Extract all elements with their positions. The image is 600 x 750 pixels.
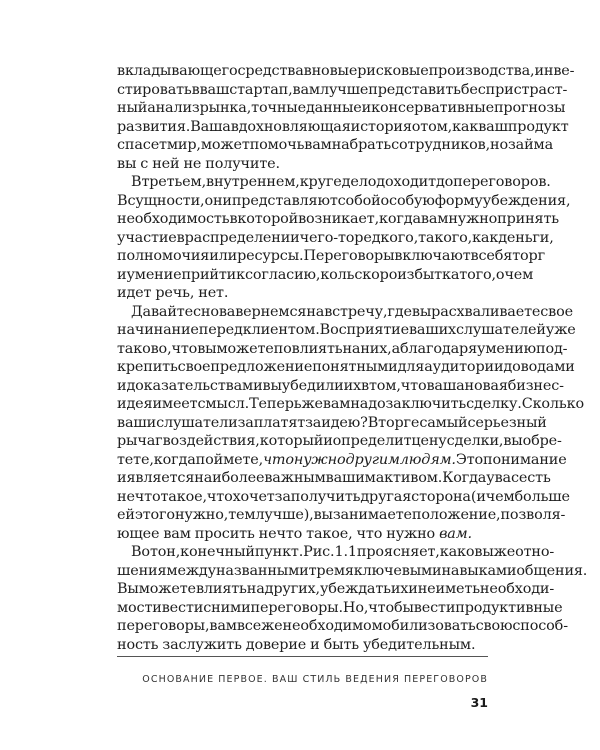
text-line: и является наиболее важным вашим активом. Когда у вас есть: [117, 470, 551, 486]
text-line: ющее вам просить нечто такое, что нужно вам.: [117, 525, 472, 542]
running-head: ОСНОВАНИЕ ПЕРВОЕ. ВАШ СТИЛЬ ВЕДЕНИЯ ПЕРЕГОВОРОВ: [142, 674, 488, 685]
text-line: шения между названными тремя ключевыми навыками общения.: [117, 562, 588, 579]
text-line: Вот он, конечный пункт. Рис. 1.1 проясняет, каковы же отно-: [131, 544, 555, 560]
text-line: ный анализ рынка, точные данные и консервативные прогнозы: [117, 100, 566, 116]
text-line: нечто такое, что хочет заполучить другая сторона (и чем больше: [117, 488, 570, 505]
text-line: рычаг воздействия, который и определит цену сделки, вы обре-: [117, 433, 562, 449]
text-line: полномочия или ресурсы. Переговоры включают в себя торг: [117, 248, 545, 264]
text-line: ваши слушатели заплатят за идею? В торге самый серьезный: [117, 414, 547, 431]
text-line: идея имеет смысл. Теперь же вам надо заключить сделку. Сколько: [117, 396, 584, 412]
text-line: начинание перед клиентом. Восприятие ваших слушателей уже: [117, 322, 576, 338]
text-line: и умение прийти к согласию, коль скоро избытка того, о чем: [117, 266, 534, 283]
paragraph: [117, 543, 588, 654]
text-line: вкладывающего средства в новые рисковые производства, инве-: [117, 63, 575, 79]
text-line: участие в распределении чего-то редкого, такого, как деньги,: [117, 229, 554, 246]
paragraph: [117, 173, 571, 303]
text-line: и доказательствами вы убедили их в том, что ваша новая бизнес-: [117, 377, 564, 394]
text-line: Вы можете влиять на других, убеждать их и не иметь необходи-: [117, 581, 555, 597]
text-line: мости вести с ними переговоры. Но, чтобы вести продуктивные: [117, 599, 563, 616]
text-line: таково, что вы можете повлиять на них, а благодаря умению под-: [117, 340, 568, 357]
text-line: ей этого нужно, тем лучше), вы занимаете положение, позволя-: [117, 507, 566, 523]
body-text: [117, 62, 588, 654]
text-line: В третьем, внутреннем, круге дело доходит до переговоров.: [131, 174, 551, 190]
text-line: крепить свое предложение понятными для аудитории доводами: [117, 359, 575, 375]
text-line: стировать в ваш стартап, вам лучше представить беспристраст-: [117, 81, 568, 98]
text-line: Давайте снова вернемся на встречу, где вы расхваливаете свое: [131, 303, 573, 320]
text-line: спасет мир, может помочь вам набрать сотрудников, но займа: [117, 137, 554, 153]
text-line: вы с ней не получите.: [117, 155, 280, 172]
paragraph: [117, 62, 575, 173]
text-line: В сущности, они представляют собой особую форму убеждения,: [117, 192, 571, 209]
text-line: необходимость в которой возникает, когда вам нужно принять: [117, 211, 559, 227]
paragraph: [117, 303, 584, 544]
text-line: идет речь, нет.: [117, 285, 229, 301]
footer-divider: [117, 656, 488, 657]
text-line: ность заслужить доверие и быть убедительным.: [117, 636, 476, 653]
text-line: переговоры, вам все же необходимо мобилизовать свою способ-: [117, 618, 568, 634]
text-line: развития. Ваша вдохновляющая история о том, как ваш продукт: [117, 118, 569, 135]
text-line: тете, когда поймете, что нужно другим людям. Это понимание: [117, 451, 567, 468]
page-number: 31: [470, 695, 488, 710]
